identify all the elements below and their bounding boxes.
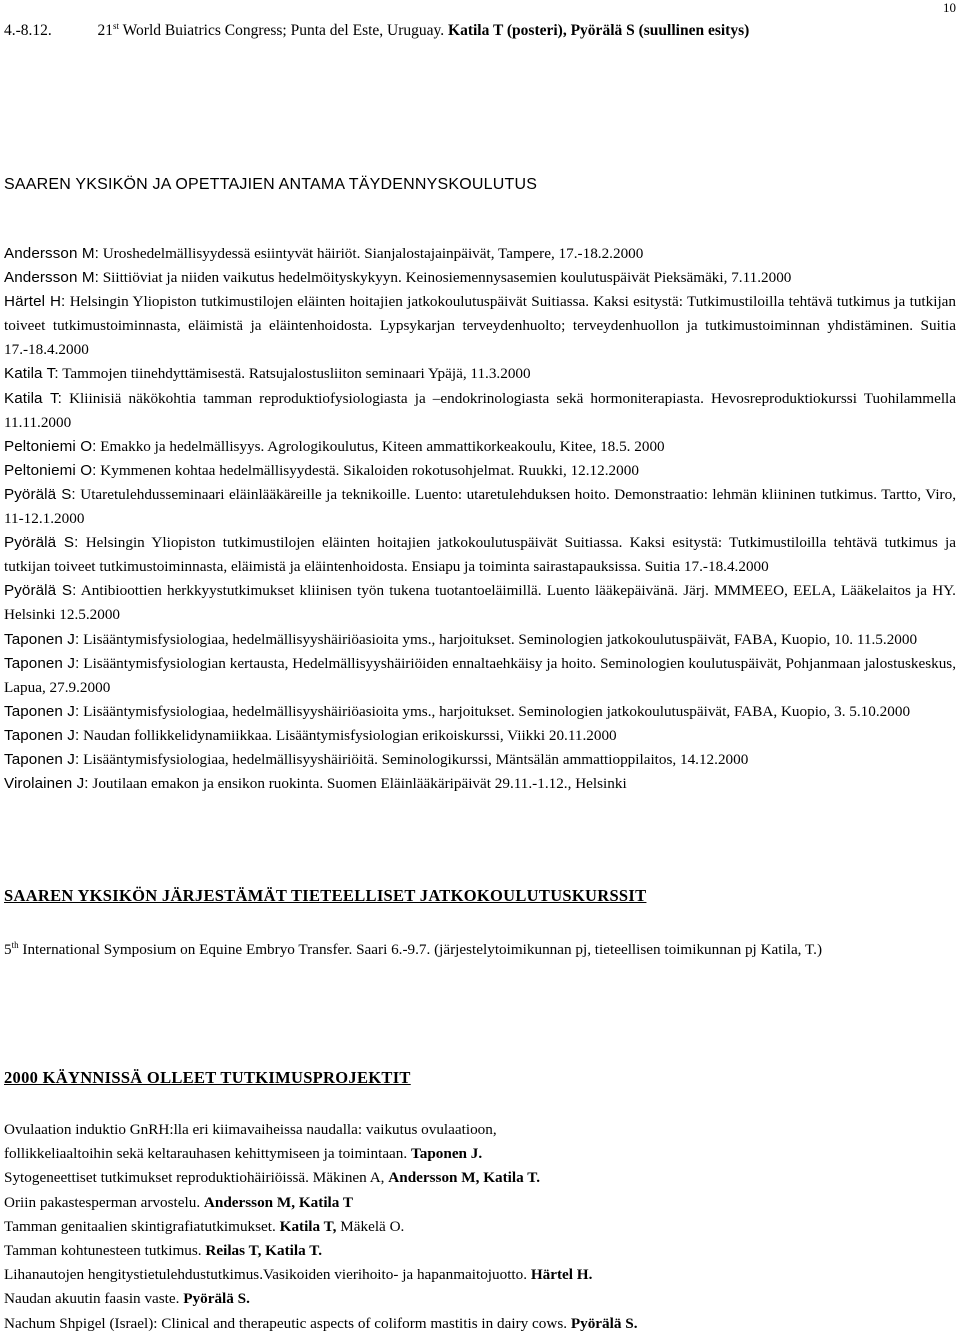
entry-author: Andersson M: — [4, 269, 99, 287]
list-item — [4, 531, 956, 579]
entry-author: Katila T: — [4, 389, 62, 407]
entry-text: Uroshedelmällisyydessä esiintyvät häiriöt. Sianjalostajainpäivät, Tampere, 17.-18.2.2000 — [102, 245, 644, 262]
symposium-text: International Symposium on Equine Embryo Transfer. Saari 6.-9.7. (järjestelytoimikunnan pj, tieteellisen toimikunnan pj Katila, T.) — [22, 941, 823, 958]
header-date: 4.-8.12. — [4, 22, 52, 39]
project-title: follikkeliaaltoihin sekä keltarauhasen kehittymiseen ja toimintaan. — [4, 1145, 408, 1163]
section-title-courses: SAAREN YKSIKÖN JÄRJESTÄMÄT TIETEELLISET JATKOKOULUTUSKURSSIT — [4, 886, 647, 905]
list-item — [4, 1118, 954, 1142]
projects-list — [4, 1118, 954, 1336]
project-researchers: Taponen J. — [411, 1145, 483, 1163]
project-researchers: Härtel H. — [530, 1266, 593, 1284]
header-authors: Katila T (posteri), Pyörälä S (suullinen esitys) — [448, 22, 750, 39]
training-entries-list — [4, 242, 956, 796]
list-item — [4, 700, 956, 724]
entry-author: Virolainen J: — [4, 775, 89, 793]
entry-text: Lisääntymisfysiologiaa, hedelmällisyyshäiriöasioita yms., harjoitukset. Seminologien jatkokoulutuspäivät, FABA, Kuopio, 10. 11.5.2000 — [83, 630, 918, 648]
list-item — [4, 1263, 954, 1287]
entry-text: Antibioottien herkkyystutkimukset kliinisen työn tukena tuotantoeläimillä. Luento lääkepäivänä. Järj. MMMEEO, EELA, Lääkelaitos ja HY. Helsinki 12.5.2000 — [4, 582, 956, 624]
list-item — [4, 435, 956, 459]
entry-text: Lisääntymisfysiologiaa, hedelmällisyyshäiriöasioita yms., harjoitukset. Seminologien jatkokoulutuspäivät, FABA, Kuopio, 3. 5.10.2000 — [83, 702, 911, 720]
entry-text: Helsingin Yliopiston tutkimustilojen eläinten hoitajien jatkokoulutuspäivät Suitiassa. Kaksi esitystä: Tutkimustiloilla tehtävä tutkimus ja tutkijan toiveet tutkimustoiminnasta, eläimistä ja eläintenhoidosta. Lypsykarjan terveydenhuolto; terveydenhuollon ja tutkimustoiminnan yhdistäminen. Suitia 17.-18.4.2000 — [4, 293, 956, 359]
entry-author: Katila T: — [4, 365, 59, 383]
section-title-projects: 2000 KÄYNNISSÄ OLLEET TUTKIMUSPROJEKTIT — [4, 1068, 411, 1087]
project-researchers: Andersson M, Katila T — [203, 1193, 354, 1211]
entry-author: Taponen J: — [4, 726, 80, 744]
entry-author: Peltoniemi O: — [4, 461, 97, 479]
entry-text: Utaretulehdusseminaari eläinlääkäreille ja teknikoille. Luento: utaretulehduksen hoito. Demonstraatio: lehmän kliininen tutkimus. Tartto, Viro, 11-12.1.2000 — [4, 485, 956, 528]
entry-author: Andersson M: — [4, 245, 99, 262]
list-item — [4, 1312, 954, 1336]
entry-author: Taponen J: — [4, 750, 80, 768]
list-item — [4, 628, 956, 652]
list-item — [4, 387, 956, 435]
entry-text: Joutilaan emakon ja ensikon ruokinta. Suomen Eläinlääkäripäivät 29.11.-1.12., Helsinki — [92, 775, 627, 793]
entry-author: Taponen J: — [4, 630, 80, 648]
list-item — [4, 1191, 954, 1215]
project-title: Tamman genitaalien skintigrafiatutkimukset. — [4, 1217, 276, 1235]
symposium-suffix: th — [11, 939, 19, 950]
project-title: Nachum Shpigel (Israel): Clinical and therapeutic aspects of coliform mastitis in dairy cows. — [4, 1314, 568, 1332]
entry-author: Peltoniemi O: — [4, 437, 97, 455]
entry-author: Pyörälä S: — [4, 485, 76, 503]
entry-text: Lisääntymisfysiologian kertausta, Hedelmällisyyshäiriöiden ennaltaehkäisy ja hoito. Seminologien koulutuspäivät, Pohjanmaan jalostuskeskus, Lapua, 27.9.2000 — [4, 654, 956, 696]
project-researchers: Katila T, — [279, 1217, 337, 1235]
project-extra-researcher: Mäkelä O. — [340, 1217, 405, 1235]
entry-text: Siittiöviat ja niiden vaikutus hedelmöityskykyyn. Keinosiemennysasemien koulutuspäivät Pieksämäki, 7.11.2000 — [102, 269, 792, 287]
project-title: Naudan akuutin faasin vaste. — [4, 1290, 180, 1308]
list-item — [4, 1166, 954, 1190]
list-item — [4, 579, 956, 627]
project-title: Lihanautojen hengitystietulehdustutkimus.Vasikoiden vierihoito- ja hapanmaitojuotto. — [4, 1266, 528, 1284]
symposium-entry — [4, 938, 954, 962]
project-researchers: Pyörälä S. — [183, 1290, 250, 1308]
entry-text: Kliinisiä näkökohtia tamman reproduktiofysiologiasta ja –endokrinologiasta sekä hormoniterapiasta. Hevosreproduktiokurssi Tuohilammella 11.11.2000 — [4, 389, 957, 431]
list-item — [4, 1287, 954, 1311]
entry-text: Naudan follikkelidynamiikkaa. Lisääntymisfysiologian erikoiskurssi, Viikki 20.11.2000 — [83, 726, 617, 744]
project-researchers: Andersson M, Katila T. — [388, 1169, 541, 1187]
entry-text: Emakko ja hedelmällisyys. Agrologikoulutus, Kiteen ammattikorkeakoulu, Kitee, 18.5. 2000 — [100, 437, 665, 455]
header-congress: World Buiatrics Congress; Punta del Este, Uruguay. — [122, 22, 445, 39]
header-ordinal-suffix: st — [113, 20, 120, 31]
entry-author: Härtel H: — [4, 293, 66, 311]
page-number: 10 — [943, 0, 956, 15]
list-item — [4, 266, 956, 290]
entry-text: Tammojen tiinehdyttämisestä. Ratsujalostusliiton seminaari Ypäjä, 11.3.2000 — [62, 365, 531, 383]
section-title-training: SAAREN YKSIKÖN JA OPETTAJIEN ANTAMA TÄYDENNYSKOULUTUS — [4, 176, 538, 193]
entry-author: Pyörälä S: — [4, 534, 79, 552]
list-item — [4, 748, 956, 772]
entry-author: Taponen J: — [4, 702, 80, 720]
entry-text: Lisääntymisfysiologiaa, hedelmällisyyshäiriöitä. Seminologikurssi, Mäntsälän ammattioppilaitos, 14.12.2000 — [83, 750, 749, 768]
project-title: Ovulaation induktio GnRH:lla eri kiimavaiheissa naudalla: vaikutus ovulaatioon, — [4, 1121, 497, 1138]
project-title: Sytogeneettiset tutkimukset reproduktiohäiriöissä. Mäkinen A, — [4, 1169, 385, 1187]
list-item — [4, 724, 956, 748]
project-title: Tamman kohtunesteen tutkimus. — [4, 1242, 202, 1260]
entry-text: Kymmenen kohtaa hedelmällisyydestä. Sikaloiden rokotusohjelmat. Ruukki, 12.12.2000 — [100, 461, 639, 479]
congress-header — [4, 22, 954, 40]
list-item — [4, 1142, 954, 1166]
entry-text: Helsingin Yliopiston tutkimustilojen eläinten hoitajien jatkokoulutuspäivät Suitiassa. Kaksi esitystä: Tutkimustiloilla tehtävä tutkimus ja tutkijan toiveet tutkimustoiminnasta, eläimistä ja eläintenhoidosta. Ensiapu ja toiminta sairastapauksissa. Suitia 17.-18.4.2000 — [4, 534, 956, 576]
list-item — [4, 242, 956, 266]
project-researchers: Reilas T, Katila T. — [205, 1242, 322, 1260]
list-item — [4, 459, 956, 483]
header-ordinal: 21 — [97, 22, 114, 39]
list-item — [4, 652, 956, 700]
list-item — [4, 290, 956, 362]
entry-author: Pyörälä S: — [4, 582, 77, 600]
list-item — [4, 772, 956, 796]
list-item — [4, 483, 956, 531]
list-item — [4, 1239, 954, 1263]
project-researchers: Pyörälä S. — [570, 1314, 638, 1332]
list-item — [4, 362, 956, 386]
list-item — [4, 1215, 954, 1239]
project-title: Oriin pakastesperman arvostelu. — [4, 1193, 201, 1211]
entry-author: Taponen J: — [4, 654, 80, 672]
symposium-number: 5 — [4, 941, 12, 958]
